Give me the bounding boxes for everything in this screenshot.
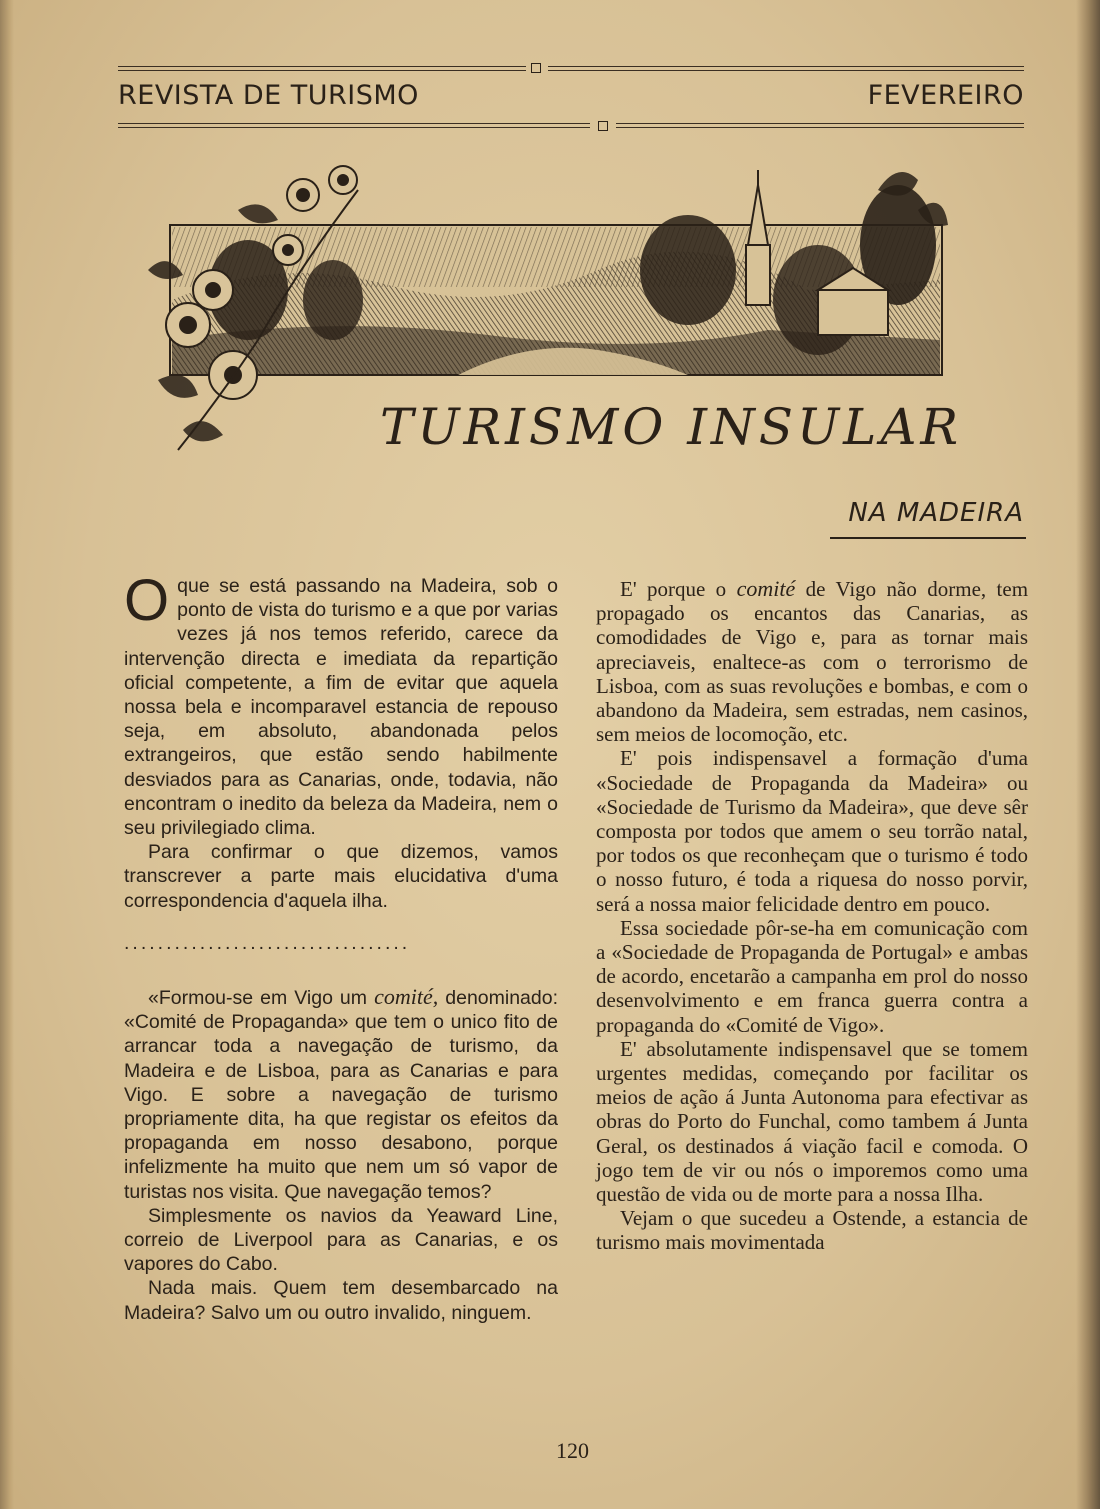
page-number: 120	[556, 1438, 589, 1463]
paragraph-1-text: que se está passando na Madeira, sob o ponto de vista do turismo e a que por varias vezes já nos temos referido, carece da intervenção directa e imediata da repartição oficial competente, a fim de evitar que aquela nossa bela e incomparavel estancia de repouso seja, em absoluto, abandonada pelos extrangeiros, que estão sendo habilmente desviados para as Canarias, onde, todavia, não encontram o inedito da beleza da Madeira, nem o seu privilegiado clima.	[124, 575, 558, 840]
paragraph-6	[596, 577, 1028, 746]
drop-cap: O	[124, 568, 170, 633]
paragraph-7: E' pois indispensavel a formação d'uma «Sociedade de Propaganda da Madeira» ou «Sociedade de Turismo da Madeira», que deve sêr composta por todos que amem o seu torrão natal, por todos os que reconheçam que o turismo é todo o nosso futuro, é toda a riquesa do nosso porvir, será a nossa maior felicidade dentro em pouco.	[596, 746, 1028, 916]
left-column	[124, 568, 559, 1325]
page-edge-left	[0, 0, 14, 1509]
header-ornament-square-bottom	[598, 121, 608, 131]
page-edge-right	[1076, 0, 1100, 1509]
paragraph-3-italic-word: comité,	[374, 984, 439, 1010]
header-rule-bottom-right	[616, 123, 1024, 128]
paragraph-2: Para confirmar o que dizemos, vamos transcrever a parte mais elucidativa d'uma correspondencia d'aquela ilha.	[124, 841, 558, 912]
paragraph-5: Nada mais. Quem tem desembarcado na Madeira? Salvo um ou outro invalido, ninguem.	[124, 1277, 558, 1324]
header-ornament-square-top	[531, 63, 541, 73]
paragraph-3-lead: «Formou-se em Vigo um	[148, 987, 368, 1010]
paragraph-10: Vejam o que sucedeu a Ostende, a estancia de turismo mais movimentada	[596, 1206, 1028, 1255]
paragraph-1	[124, 568, 558, 840]
article-subtitle: NA MADEIRA	[848, 498, 1024, 528]
header-rule-top-left	[118, 66, 526, 71]
header-rule-bottom-left	[118, 123, 590, 128]
header-rule-top-right	[548, 66, 1024, 71]
paragraph-3-rest: denominado: «Comité de Propaganda» que tem o unico fito de arrancar toda a navegação de turismo, da Madeira e de Lisboa, para as Canarias e para Vigo. E sobre a navegação de turismo propriamente dita, ha que registar os efeitos da propaganda em nosso desabono, porque infelizmente ha muito que nem um só vapor de turistas nos visita. Que navegação temos?	[124, 987, 559, 1203]
right-column	[596, 577, 1028, 1255]
running-head-left: REVISTA DE TURISMO	[118, 80, 419, 111]
article-title: TURISMO INSULAR	[380, 398, 963, 456]
paragraph-3	[124, 985, 558, 1204]
paragraph-6-rest: de Vigo não dorme, tem propagado os encantos das Canarias, as comodidades de Vigo e, para as tornar mais apreciaveis, enaltece-as com o terrorismo de Lisboa, com as suas revoluções e bombas, e com o abandono da Madeira, sem estradas, nem casinos, sem meios de locomoção, etc.	[596, 577, 1029, 747]
paragraph-4: Simplesmente os navios da Yeaward Line, correio de Liverpool para as Canarias, e os vapores do Cabo.	[124, 1204, 558, 1276]
subtitle-underline	[830, 537, 1026, 539]
paragraph-8: Essa sociedade pôr-se-ha em comunicação com a «Sociedade de Propaganda de Portugal» e ambas de acordo, encetarão a campanha em prol do nosso desenvolvimento e em franca guerra contra a propaganda do «Comité de Vigo».	[596, 915, 1028, 1037]
running-head-right: FEVEREIRO	[867, 80, 1024, 111]
dotted-separator: ..................................	[124, 931, 411, 954]
paragraph-6-lead: E' porque o	[620, 577, 727, 601]
paragraph-9: E' absolutamente indispensavel que se tomem urgentes medidas, começando por facilitar os meios de ação á Junta Autonoma para efectivar as obras do Porto do Funchal, como tambem á Junta Geral, os destinados á viação facil e comoda. O jogo tem de vir ou nós o imporemos como uma questão de vida ou de morte para a nossa Ilha.	[596, 1036, 1028, 1207]
paragraph-6-italic-word: comité	[736, 576, 796, 601]
